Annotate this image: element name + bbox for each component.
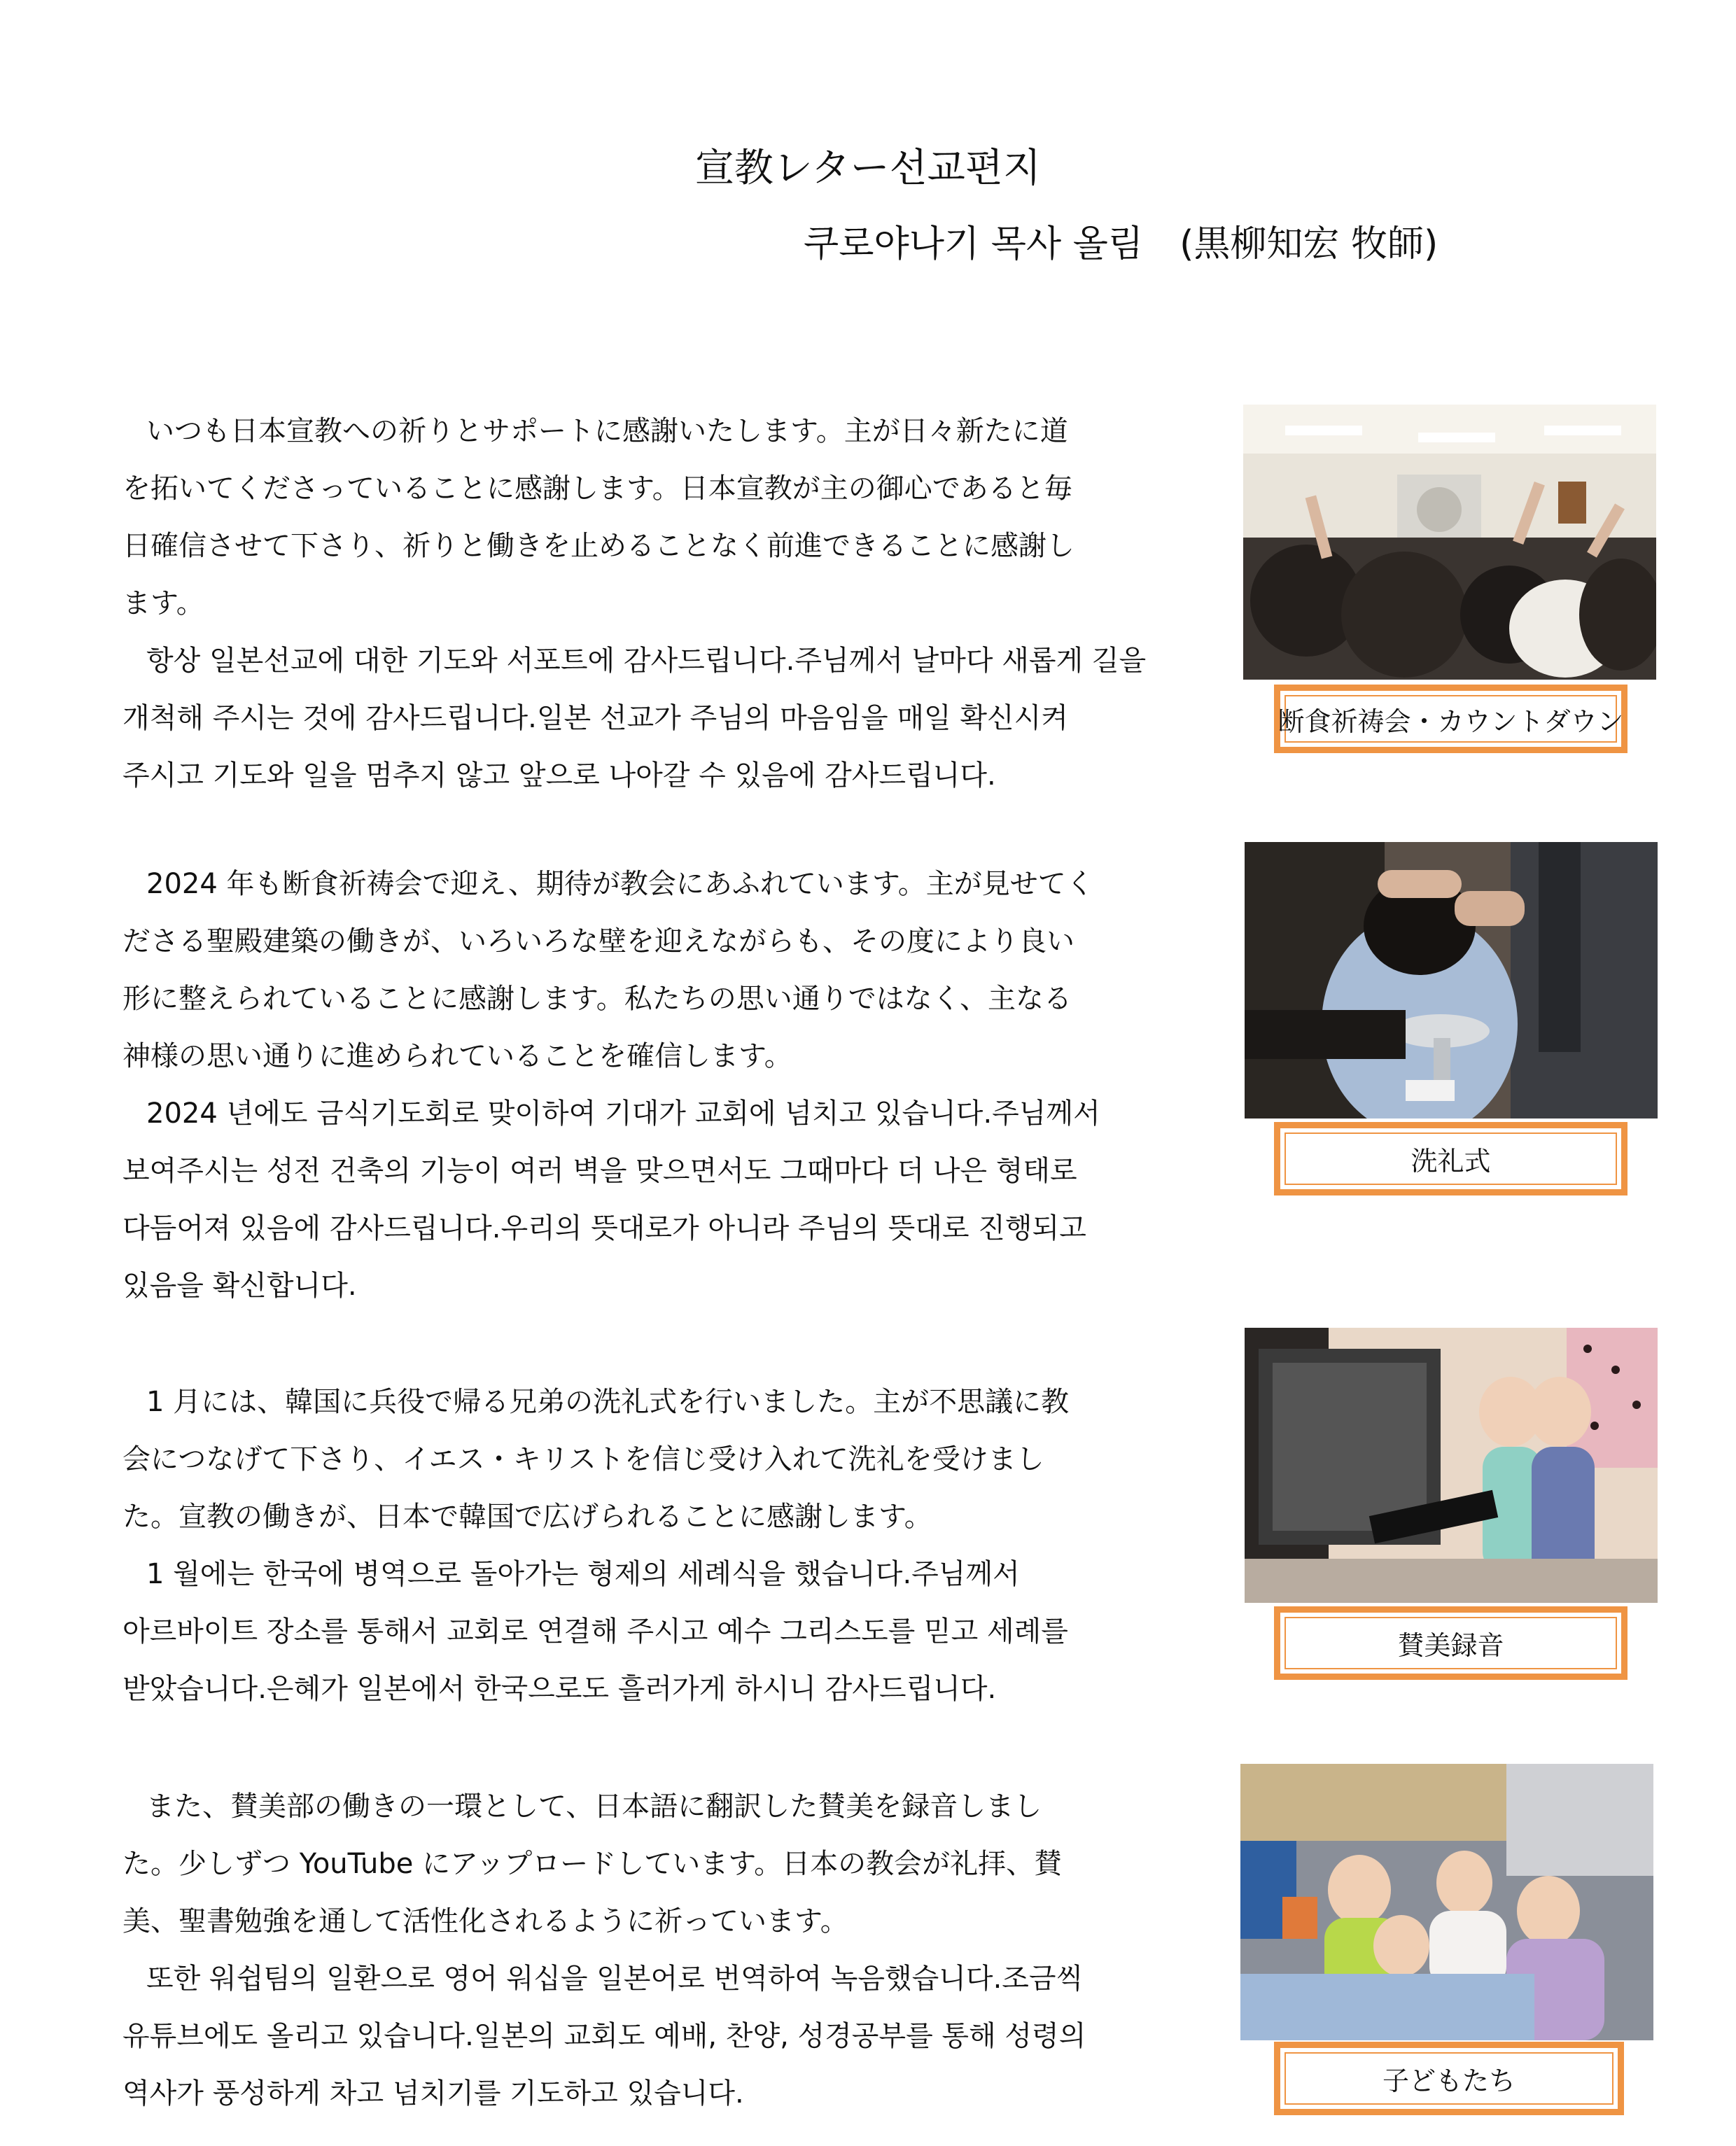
photo-children xyxy=(1240,1764,1653,2040)
ja-line: 形に整えられていることに感謝します。私たちの思い通りではなく、主なる xyxy=(122,983,1072,1015)
ko-line: 받았습니다.은혜가 일본에서 한국으로도 흘러가게 하시니 감사드립니다. xyxy=(122,1673,997,1705)
caption-children xyxy=(1274,2042,1624,2115)
caption-text: 洗礼式 xyxy=(1410,1146,1491,1177)
ja-line: 2024 年も断食祈祷会で迎え、期待が教会にあふれています。主が見せてく xyxy=(146,868,1094,900)
ko-line: 1 월에는 한국에 병역으로 돌아가는 형제의 세례식을 했습니다.주님께서 xyxy=(146,1558,1020,1590)
caption-text: 子どもたち xyxy=(1382,2066,1516,2096)
section-temple xyxy=(122,855,1172,1314)
ko-line: 있음을 확신합니다. xyxy=(122,1270,357,1302)
ko-line: 또한 워쉽팀의 일환으로 영어 워십을 일본어로 번역하여 녹음했습니다.조금씩 xyxy=(146,1963,1084,1995)
ko-line: 주시고 기도와 일을 멈추지 않고 앞으로 나아갈 수 있음에 감사드립니다. xyxy=(122,759,996,792)
ja-line: た。少しずつ YouTube にアップロードしています。日本の教会が礼拝、賛 xyxy=(122,1848,1063,1880)
ko-line: 항상 일본선교에 대한 기도와 서포트에 감사드립니다.주님께서 날마다 새롭게 길을 xyxy=(146,645,1147,677)
ko-line: 2024 년에도 금식기도회로 맞이하여 기대가 교회에 넘치고 있습니다.주님께서 xyxy=(146,1097,1100,1130)
ja-line: ます。 xyxy=(122,587,204,619)
caption-text: 賛美録音 xyxy=(1397,1630,1504,1661)
ko-line: 보여주시는 성전 건축의 기능이 여러 벽을 맞으면서도 그때마다 더 나은 형태로 xyxy=(122,1155,1077,1187)
letter-title: 宣教レター선교편지 xyxy=(694,146,1042,191)
ko-line: 아르바이트 장소를 통해서 교회로 연결해 주시고 예수 그리스도를 믿고 세례를 xyxy=(122,1615,1068,1648)
photo-baptism xyxy=(1245,842,1658,1118)
ko-line: 개척해 주시는 것에 감사드립니다.일본 선교가 주님의 마음임을 매일 확신시켜 xyxy=(122,702,1068,734)
caption-worship-recording xyxy=(1274,1606,1628,1680)
photo-fasting-prayer xyxy=(1243,405,1656,680)
ja-line: た。宣教の働きが、日本で韓国で広げられることに感謝します。 xyxy=(122,1501,932,1533)
ja-line: を拓いてくださっていることに感謝します。日本宣教が主の御心であると毎 xyxy=(122,472,1072,505)
ja-line: 会につなげて下さり、イエス・キリストを信じ受け入れて洗礼を受けまし xyxy=(122,1443,1044,1475)
letter-author: 쿠로야나기 목사 올림 (黒柳知宏 牧師) xyxy=(804,223,1438,265)
ja-line: 1 月には、韓国に兵役で帰る兄弟の洗礼式を行いました。主が不思議に教 xyxy=(146,1386,1070,1418)
ko-line: 역사가 풍성하게 차고 넘치기를 기도하고 있습니다. xyxy=(122,2077,744,2110)
ja-line: また、賛美部の働きの一環として、日本語に翻訳した賛美を録音しまし xyxy=(146,1790,1042,1823)
ja-line: 神様の思い通りに進められていることを確信します。 xyxy=(122,1040,792,1072)
section-worship xyxy=(122,1778,1172,2122)
ja-line: いつも日本宣教への祈りとサポートに感謝いたします。主が日々新たに道 xyxy=(146,415,1068,447)
ko-line: 다듬어져 있음에 감사드립니다.우리의 뜻대로가 아니라 주님의 뜻대로 진행되고 xyxy=(122,1212,1086,1244)
section-fasting xyxy=(122,402,1172,804)
caption-text: 断食祈祷会・カウントダウン xyxy=(1278,706,1624,737)
ja-line: 日確信させて下さり、祈りと働きを止めることなく前進できることに感謝し xyxy=(122,530,1074,562)
ja-line: 美、聖書勉強を通して活性化されるように祈っています。 xyxy=(122,1905,848,1937)
caption-baptism xyxy=(1274,1122,1628,1195)
photo-worship-recording xyxy=(1245,1328,1658,1603)
ko-line: 유튜브에도 올리고 있습니다.일본의 교회도 예배, 찬양, 성경공부를 통해 성령의 xyxy=(122,2020,1086,2052)
section-baptism xyxy=(122,1373,1172,1718)
caption-fasting-prayer xyxy=(1274,685,1628,753)
ja-line: ださる聖殿建築の働きが、いろいろな壁を迎えながらも、その度により良い xyxy=(122,925,1074,958)
